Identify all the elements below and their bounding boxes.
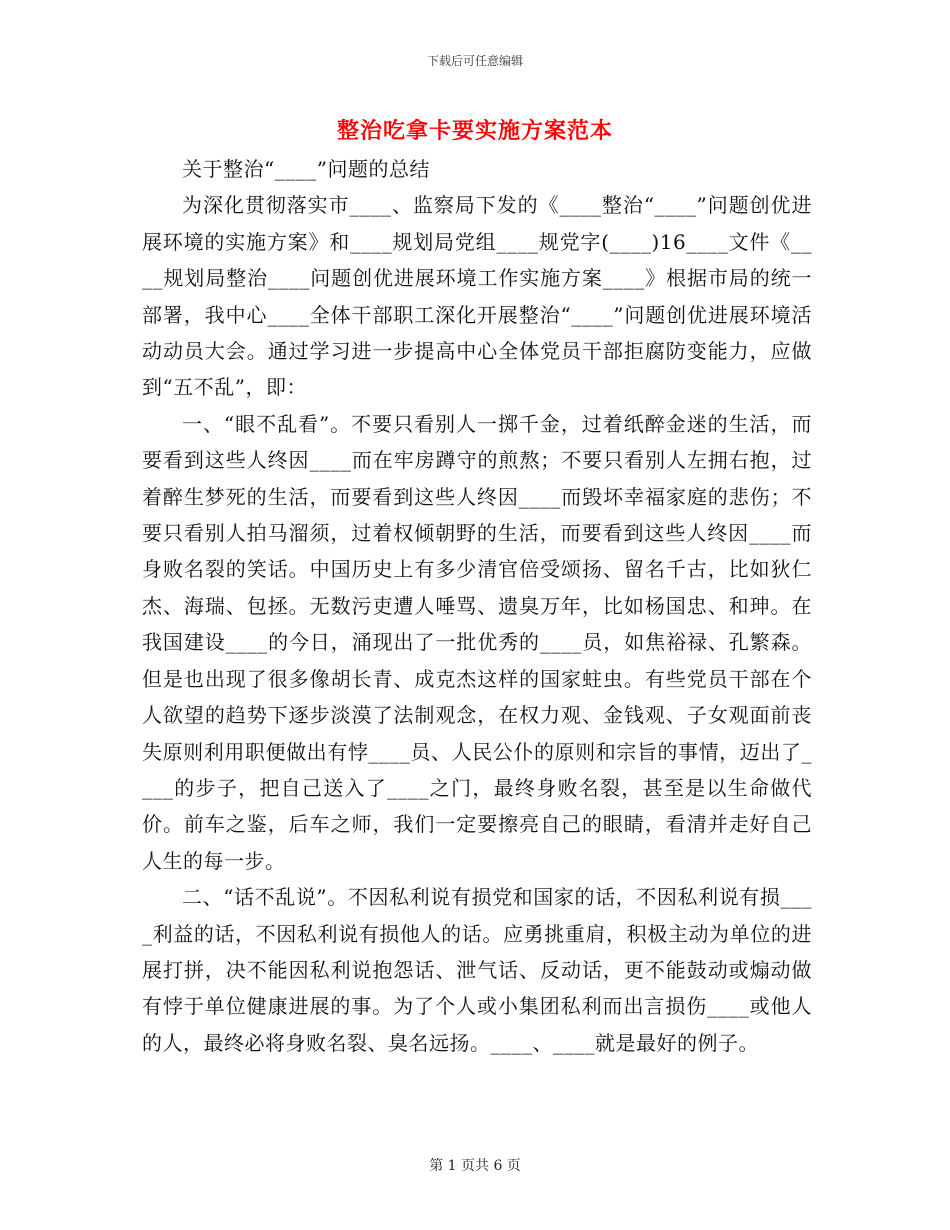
page-number-footer: 第 1 页共 6 页: [429, 1158, 521, 1174]
document-subtitle: 关于整治“____”问题的总结: [182, 157, 430, 181]
paragraph-speech: 二、“话不乱说”。不因私利说有损党和国家的话，不因私利说有损____利益的话，不因私利说有损他人的话。应勇挑重肩，积极主动为单位的进展打拼，决不能因私利说抱怨话、泄气话、反动话，更不能鼓动或煽动做有悖于单位健康进展的事。为了个人或小集团私利而出言损伤____或他人的人，最终必将身败名裂、臭名远扬。____、____就是最好的例子。: [142, 885, 812, 1055]
paragraph-intro: 为深化贯彻落实市____、监察局下发的《____整治“____”问题创优进展环境的实施方案》和____规划局党组____规党字(____)16____文件《____规划局整治____问题创优进展环境工作实施方案____》根据市局的统一部署，我中心____全体干部职工深化开展整治“____”问题创优进展环境活动动员大会。通过学习进一步提高中心全体党员干部拒腐防变能力，应做到“五不乱”，即：: [142, 193, 812, 400]
document-body: [142, 151, 812, 1061]
page-header-note: 下载后可任意编辑: [426, 54, 523, 68]
paragraph-eyes: 一、“眼不乱看”。不要只看别人一掷千金，过着纸醉金迷的生活，而要看到这些人终因____而在牢房蹲守的煎熬；不要只看别人左拥右抱，过着醉生梦死的生活，而要看到这些人终因____而毁坏幸福家庭的悲伤；不要只看别人拍马溜须，过着权倾朝野的生活，而要看到这些人终因____而身败名裂的笑话。中国历史上有多少清官倍受颂扬、留名千古，比如狄仁杰、海瑞、包拯。无数污吏遭人唾骂、遗臭万年，比如杨国忠、和珅。在我国建设____的今日，涌现出了一批优秀的____员，如焦裕禄、孔繁森。但是也出现了很多像胡长青、成克杰这样的国家蛀虫。有些党员干部在个人欲望的趋势下逐步淡漠了法制观念，在权力观、金钱观、子女观面前丧失原则利用职便做出有悖____员、人民公仆的原则和宗旨的事情，迈出了____的步子，把自己送入了____之门，最终身败名裂，甚至是以生命做代价。前车之鉴，后车之师，我们一定要擦亮自己的眼睛，看清并走好自己人生的每一步。: [142, 411, 812, 873]
document-title: 整治吃拿卡要实施方案范本: [336, 118, 613, 144]
